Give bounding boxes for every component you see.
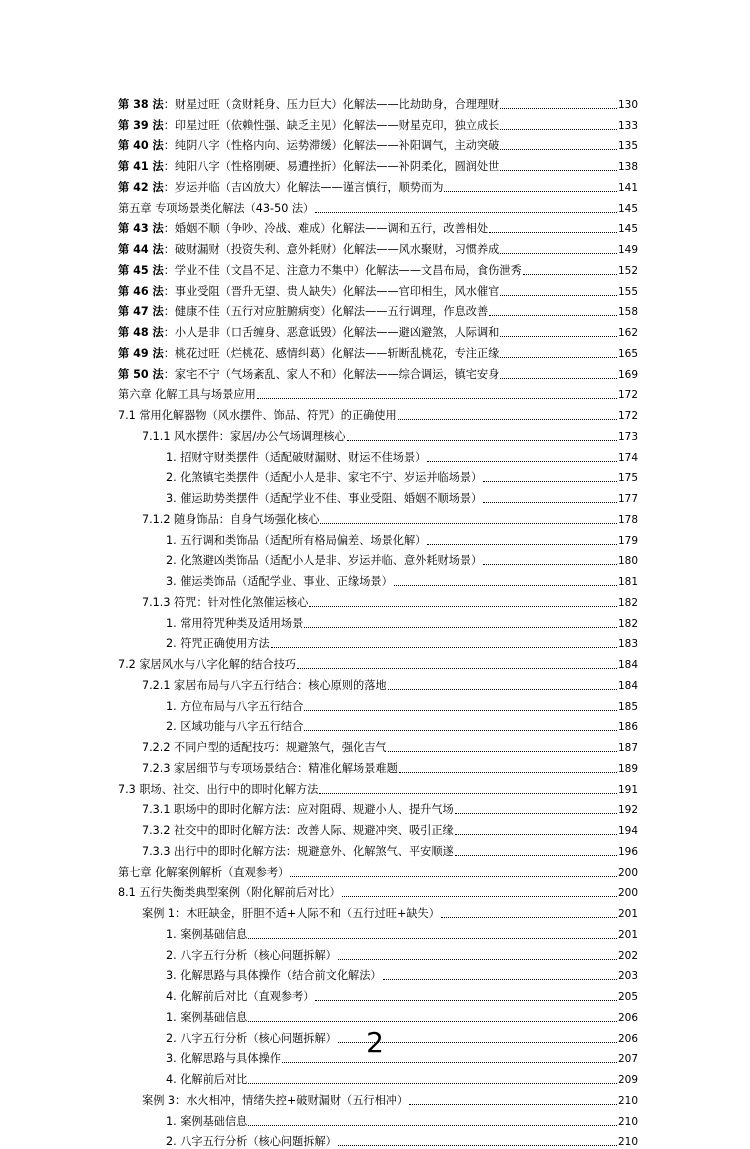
- toc-entry-text: 4. 化解前后对比（直观参考）: [166, 990, 314, 1003]
- toc-entry-text: ：健康不佳（五行对应脏腑病变）化解法——五行调理，作息改善: [164, 305, 488, 318]
- toc-entry[interactable]: [118, 361, 638, 382]
- toc-entry-text: 7.2.2 不同户型的适配技巧：规避煞气，强化吉气: [142, 741, 387, 754]
- dot-leader: [427, 461, 617, 462]
- dot-leader: [500, 170, 617, 171]
- toc-entry-title: [166, 1073, 247, 1087]
- dot-leader: [248, 1083, 617, 1084]
- dot-leader: [455, 813, 617, 814]
- toc-entry-title: [166, 720, 303, 734]
- toc-entry-text: 2. 八字五行分析（核心问题拆解）: [166, 1135, 337, 1148]
- toc-entry-title: [166, 700, 303, 714]
- dot-leader: [248, 1021, 617, 1022]
- toc-entry-text: ：破财漏财（投资失利、意外耗财）化解法——风水聚财，习惯养成: [164, 243, 500, 256]
- toc-entry-number: 第 41 法: [118, 160, 164, 173]
- toc-entry-title: [166, 471, 482, 485]
- dot-leader: [441, 917, 617, 918]
- dot-leader: [315, 212, 617, 213]
- dot-leader: [347, 440, 617, 441]
- toc-entry-page: 179: [618, 534, 638, 548]
- toc-entry-title: [118, 347, 499, 361]
- toc-entry-number: 第 48 法: [118, 326, 164, 339]
- toc-entry-page: 130: [618, 98, 638, 112]
- toc-entry-title: [118, 285, 499, 299]
- toc-entry-text: 7.2 家居风水与八字化解的结合技巧: [118, 658, 296, 671]
- toc-entry-page: 189: [618, 762, 638, 776]
- toc-entry-title: [166, 534, 426, 548]
- dot-leader: [409, 1104, 617, 1105]
- toc-entry-text: 3. 催运类饰品（适配学业、事业、正缘场景）: [166, 575, 393, 588]
- toc-entry-page: 162: [618, 326, 638, 340]
- dot-leader: [489, 315, 617, 316]
- toc-entry[interactable]: [118, 216, 638, 237]
- toc-entry-title: [166, 1135, 337, 1149]
- toc-entry-page: 200: [618, 886, 638, 900]
- toc-entry-text: 7.3.2 社交中的即时化解方法：改善人际、规避冲突、吸引正缘: [142, 824, 454, 837]
- toc-entry[interactable]: [118, 631, 638, 652]
- toc-entry-title: [142, 741, 387, 755]
- toc-entry[interactable]: [118, 444, 638, 465]
- toc-entry-number: 第 44 法: [118, 243, 164, 256]
- toc-entry-number: 第 49 法: [118, 347, 164, 360]
- dot-leader: [342, 896, 617, 897]
- toc-entry-page: 207: [618, 1052, 638, 1066]
- toc-entry-page: 186: [618, 720, 638, 734]
- toc-entry-text: 2. 八字五行分析（核心问题拆解）: [166, 949, 337, 962]
- toc-entry-text: 1. 案例基础信息: [166, 1011, 247, 1024]
- toc-entry-title: [118, 222, 488, 236]
- toc-entry-text: ：桃花过旺（烂桃花、感情纠葛）化解法——斩断乱桃花，专注正缘: [164, 347, 500, 360]
- toc-entry-title: [118, 160, 499, 174]
- toc-entry-number: 第 38 法: [118, 98, 164, 111]
- toc-entry-page: 203: [618, 969, 638, 983]
- toc-entry-number: 第 40 法: [118, 139, 164, 152]
- dot-leader: [248, 1125, 617, 1126]
- toc-entry-title: [142, 513, 319, 527]
- dot-leader: [500, 108, 617, 109]
- toc-entry[interactable]: [118, 278, 638, 299]
- toc-entry[interactable]: [118, 299, 638, 320]
- dot-leader: [427, 544, 617, 545]
- dot-leader: [271, 647, 617, 648]
- dot-leader: [455, 834, 617, 835]
- toc-entry[interactable]: [118, 548, 638, 569]
- toc-entry[interactable]: [118, 506, 638, 527]
- dot-leader: [483, 564, 617, 565]
- toc-entry-page: 138: [618, 160, 638, 174]
- toc-entry-page: 194: [618, 824, 638, 838]
- toc-entry-text: 7.3 职场、社交、出行中的即时化解方法: [118, 783, 318, 796]
- toc-entry-title: [166, 1115, 247, 1129]
- toc-entry-title: [166, 1011, 247, 1025]
- toc-entry-text: 2. 符咒正确使用方法: [166, 637, 270, 650]
- toc-entry[interactable]: [118, 257, 638, 278]
- toc-entry-page: 173: [618, 430, 638, 444]
- toc-entry-title: [142, 907, 440, 921]
- toc-entry-page: 158: [618, 305, 638, 319]
- dot-leader: [309, 606, 617, 607]
- toc-entry-title: [142, 1094, 408, 1108]
- dot-leader: [500, 149, 617, 150]
- toc-entry-text: 1. 案例基础信息: [166, 1115, 247, 1128]
- toc-entry-page: 141: [618, 181, 638, 195]
- toc-entry-text: ：婚姻不顺（争吵、冷战、难成）化解法——调和五行，改善相处: [164, 222, 488, 235]
- dot-leader: [338, 959, 617, 960]
- dot-leader: [500, 295, 617, 296]
- toc-entry-page: 172: [618, 388, 638, 402]
- toc-entry-title: [142, 596, 308, 610]
- dot-leader: [399, 772, 617, 773]
- toc-entry-page: 180: [618, 554, 638, 568]
- toc-entry-text: 1. 方位布局与八字五行结合: [166, 700, 303, 713]
- dot-leader: [500, 253, 617, 254]
- toc-entry-text: 7.2.1 家居布局与八字五行结合：核心原则的落地: [142, 679, 387, 692]
- toc-entry-title: [166, 492, 482, 506]
- toc-entry-text: 案例 3：水火相冲，情绪失控+破财漏财（五行相冲）: [142, 1094, 408, 1107]
- toc-entry-page: 181: [618, 575, 638, 589]
- toc-entry-text: 2. 化煞避凶类饰品（适配小人是非、岁运并临、意外耗财场景）: [166, 554, 482, 567]
- toc-entry-title: [166, 554, 482, 568]
- toc-entry-page: 201: [618, 928, 638, 942]
- toc-entry[interactable]: [118, 133, 638, 154]
- toc-entry-page: 178: [618, 513, 638, 527]
- toc-entry[interactable]: [118, 1004, 638, 1025]
- toc-entry-title: [118, 409, 397, 423]
- toc-entry-page: 133: [618, 119, 638, 133]
- dot-leader: [304, 730, 617, 731]
- toc-entry-text: ：纯阳八字（性格刚硬、易遭挫折）化解法——补阴柔化，圆润处世: [164, 160, 500, 173]
- toc-entry[interactable]: [118, 589, 638, 610]
- toc-entry[interactable]: [118, 1066, 638, 1087]
- toc-entry-title: [166, 928, 247, 942]
- toc-entry-page: 206: [618, 1032, 638, 1046]
- toc-entry[interactable]: [118, 465, 638, 486]
- toc-entry[interactable]: [118, 942, 638, 963]
- toc-entry-page: 191: [618, 783, 638, 797]
- toc-entry-text: 2. 八字五行分析（核心问题拆解）: [166, 1032, 337, 1045]
- toc-entry-page: 200: [618, 866, 638, 880]
- toc-entry[interactable]: [118, 485, 638, 506]
- toc-entry-title: [118, 866, 289, 880]
- dot-leader: [257, 398, 617, 399]
- toc-entry-title: [118, 305, 488, 319]
- toc-entry[interactable]: [118, 527, 638, 548]
- toc-entry-title: [118, 119, 499, 133]
- toc-entry[interactable]: [118, 755, 638, 776]
- toc-entry[interactable]: [118, 319, 638, 340]
- toc-entry-text: 第七章 化解案例解析（直观参考）: [118, 866, 289, 879]
- dot-leader: [500, 357, 617, 358]
- toc-entry-text: ：印星过旺（依赖性强、缺乏主见）化解法——财星克印，独立成长: [164, 119, 500, 132]
- toc-entry[interactable]: [118, 817, 638, 838]
- toc-entry-title: [166, 617, 303, 631]
- toc-entry[interactable]: [118, 340, 638, 361]
- toc-entry-page: 196: [618, 845, 638, 859]
- toc-entry-title: [118, 202, 314, 216]
- toc-entry-text: 2. 化煞镇宅类摆件（适配小人是非、家宅不宁、岁运并临场景）: [166, 471, 482, 484]
- toc-entry-number: 第 39 法: [118, 119, 164, 132]
- toc-entry[interactable]: [118, 568, 638, 589]
- toc-entry-text: 4. 化解前后对比: [166, 1073, 247, 1086]
- toc-entry-title: [142, 803, 454, 817]
- toc-entry[interactable]: [118, 776, 638, 797]
- toc-entry[interactable]: [118, 880, 638, 901]
- toc-entry-text: ：学业不佳（文昌不足、注意力不集中）化解法——文昌布局，食伤泄秀: [164, 264, 522, 277]
- dot-leader: [304, 627, 617, 628]
- toc-entry-page: 145: [618, 202, 638, 216]
- toc-entry-page: 145: [618, 222, 638, 236]
- dot-leader: [500, 336, 617, 337]
- toc-entry-page: 184: [618, 679, 638, 693]
- toc-entry-page: 174: [618, 451, 638, 465]
- dot-leader: [320, 523, 616, 524]
- toc-entry-text: 1. 五行调和类饰品（适配所有格局偏差、场景化解）: [166, 534, 426, 547]
- toc-entry-text: 8.1 五行失衡类典型案例（附化解前后对比）: [118, 886, 341, 899]
- toc-entry-title: [142, 824, 454, 838]
- toc-entry[interactable]: [118, 672, 638, 693]
- toc-entry-title: [166, 990, 314, 1004]
- toc-entry[interactable]: [118, 236, 638, 257]
- toc-entry[interactable]: [118, 859, 638, 880]
- dot-leader: [304, 710, 617, 711]
- toc-entry-text: 3. 催运助势类摆件（适配学业不佳、事业受阻、婚姻不顺场景）: [166, 492, 482, 505]
- toc-entry-text: ：小人是非（口舌缠身、恶意诋毁）化解法——避凶避煞，人际调和: [164, 326, 500, 339]
- dot-leader: [483, 481, 617, 482]
- toc-entry-text: 7.1 常用化解器物（风水摆件、饰品、符咒）的正确使用: [118, 409, 397, 422]
- toc-entry-page: 185: [618, 700, 638, 714]
- toc-entry-page: 205: [618, 990, 638, 1004]
- toc-entry-page: 177: [618, 492, 638, 506]
- toc-entry-text: 7.2.3 家居细节与专项场景结合：精准化解场景难题: [142, 762, 398, 775]
- dot-leader: [483, 502, 617, 503]
- toc-entry-page: 149: [618, 243, 638, 257]
- toc-entry-title: [166, 969, 382, 983]
- toc-entry[interactable]: [118, 402, 638, 423]
- dot-leader: [500, 378, 617, 379]
- toc-entry-page: 201: [618, 907, 638, 921]
- dot-leader: [297, 668, 617, 669]
- toc-entry-text: 3. 化解思路与具体操作: [166, 1052, 281, 1065]
- toc-entry[interactable]: [118, 174, 638, 195]
- toc-entry-title: [142, 430, 346, 444]
- dot-leader: [398, 419, 617, 420]
- toc-entry-page: 182: [618, 596, 638, 610]
- toc-entry-page: 182: [618, 617, 638, 631]
- toc-entry-page: 202: [618, 949, 638, 963]
- toc-entry-text: 第六章 化解工具与场景应用: [118, 388, 256, 401]
- toc-entry-page: 206: [618, 1011, 638, 1025]
- dot-leader: [388, 751, 617, 752]
- toc-entry-page: 210: [618, 1094, 638, 1108]
- toc-entry-title: [142, 762, 398, 776]
- toc-entry-text: 7.3.1 职场中的即时化解方法：应对阻碍、规避小人、提升气场: [142, 803, 454, 816]
- toc-entry[interactable]: [118, 153, 638, 174]
- toc-entry[interactable]: [118, 195, 638, 216]
- toc-entry-title: [118, 181, 443, 195]
- toc-entry-title: [166, 575, 393, 589]
- toc-entry-title: [142, 845, 454, 859]
- dot-leader: [388, 689, 617, 690]
- toc-entry[interactable]: [118, 1087, 638, 1108]
- toc-entry-text: ：纯阴八字（性格内向、运势滞缓）化解法——补阳调气，主动突破: [164, 139, 500, 152]
- toc-entry-text: 第五章 专项场景类化解法（43-50 法）: [118, 202, 314, 215]
- toc-entry-title: [118, 98, 499, 112]
- toc-entry[interactable]: [118, 423, 638, 444]
- toc-entry-title: [118, 783, 318, 797]
- toc-entry-page: 210: [618, 1115, 638, 1129]
- toc-entry-title: [118, 243, 499, 257]
- toc-entry-text: 1. 常用符咒种类及适用场景: [166, 617, 303, 630]
- toc-entry-number: 第 42 法: [118, 181, 164, 194]
- toc-entry-page: 175: [618, 471, 638, 485]
- toc-entry-title: [118, 658, 296, 672]
- toc-entry-page: 169: [618, 368, 638, 382]
- toc-entry-title: [166, 451, 426, 465]
- dot-leader: [444, 191, 617, 192]
- dot-leader: [394, 585, 617, 586]
- toc-entry[interactable]: [118, 734, 638, 755]
- toc-entry-page: 183: [618, 637, 638, 651]
- toc-entry[interactable]: [118, 651, 638, 672]
- toc-entry[interactable]: [118, 963, 638, 984]
- toc-entry-title: [118, 388, 256, 402]
- dot-leader: [523, 274, 617, 275]
- toc-entry-text: 案例 1：木旺缺金，肝胆不适+人际不和（五行过旺+缺失）: [142, 907, 440, 920]
- toc-entry-text: ：岁运并临（吉凶放大）化解法——谨言慎行，顺势而为: [164, 181, 444, 194]
- toc-entry-text: ：家宅不宁（气场紊乱、家人不和）化解法——综合调运，镇宅安身: [164, 368, 500, 381]
- toc-entry[interactable]: [118, 900, 638, 921]
- toc-entry-text: 2. 区域功能与八字五行结合: [166, 720, 303, 733]
- toc-entry-text: 7.1.3 符咒：针对性化煞催运核心: [142, 596, 308, 609]
- toc-entry[interactable]: [118, 382, 638, 403]
- dot-leader: [315, 1000, 616, 1001]
- toc-entry-number: 第 50 法: [118, 368, 164, 381]
- toc-entry-page: 209: [618, 1073, 638, 1087]
- toc-entry-page: 135: [618, 139, 638, 153]
- toc-entry-title: [166, 949, 337, 963]
- toc-entry-page: 165: [618, 347, 638, 361]
- toc-entry-title: [118, 886, 341, 900]
- toc-entry-text: 1. 案例基础信息: [166, 928, 247, 941]
- dot-leader: [290, 876, 617, 877]
- toc-entry-number: 第 45 法: [118, 264, 164, 277]
- toc-entry[interactable]: [118, 921, 638, 942]
- toc-entry-title: [166, 637, 270, 651]
- toc-entry-title: [142, 679, 387, 693]
- toc-entry[interactable]: [118, 693, 638, 714]
- dot-leader: [248, 938, 617, 939]
- page-number: 2: [0, 1026, 750, 1059]
- toc-entry[interactable]: [118, 112, 638, 133]
- table-of-contents: [118, 91, 638, 1149]
- toc-entry-number: 第 47 法: [118, 305, 164, 318]
- toc-entry-page: 184: [618, 658, 638, 672]
- toc-entry-page: 192: [618, 803, 638, 817]
- toc-entry-text: 7.1.1 风水摆件：家居/办公气场调理核心: [142, 430, 346, 443]
- dot-leader: [319, 793, 617, 794]
- toc-entry-title: [118, 264, 522, 278]
- toc-entry[interactable]: [118, 714, 638, 735]
- toc-entry-text: ：事业受阻（晋升无望、贵人缺失）化解法——官印相生，风水催官: [164, 285, 500, 298]
- toc-entry[interactable]: [118, 1129, 638, 1149]
- toc-entry-text: 1. 招财守财类摆件（适配破财漏财、财运不佳场景）: [166, 451, 426, 464]
- toc-entry-number: 第 43 法: [118, 222, 164, 235]
- toc-entry[interactable]: [118, 797, 638, 818]
- toc-entry-text: 3. 化解思路与具体操作（结合前文化解法）: [166, 969, 382, 982]
- toc-entry-page: 152: [618, 264, 638, 278]
- dot-leader: [489, 232, 617, 233]
- toc-entry[interactable]: [118, 838, 638, 859]
- toc-entry-page: 172: [618, 409, 638, 423]
- toc-entry-number: 第 46 法: [118, 285, 164, 298]
- toc-entry-page: 155: [618, 285, 638, 299]
- toc-entry-text: 7.3.3 出行中的即时化解方法：规避意外、化解煞气、平安顺遂: [142, 845, 454, 858]
- dot-leader: [282, 1062, 617, 1063]
- toc-entry-title: [118, 139, 499, 153]
- dot-leader: [500, 129, 617, 130]
- toc-entry-title: [118, 368, 499, 382]
- toc-entry-page: 210: [618, 1135, 638, 1149]
- toc-entry-page: 187: [618, 741, 638, 755]
- dot-leader: [455, 855, 617, 856]
- toc-entry-text: 7.1.2 随身饰品：自身气场强化核心: [142, 513, 319, 526]
- toc-entry[interactable]: [118, 983, 638, 1004]
- toc-entry[interactable]: [118, 1108, 638, 1129]
- toc-entry-title: [118, 326, 499, 340]
- toc-entry[interactable]: [118, 610, 638, 631]
- toc-entry[interactable]: [118, 91, 638, 112]
- toc-entry-text: ：财星过旺（贪财耗身、压力巨大）化解法——比劫助身，合理理财: [164, 98, 500, 111]
- dot-leader: [383, 979, 617, 980]
- dot-leader: [338, 1145, 617, 1146]
